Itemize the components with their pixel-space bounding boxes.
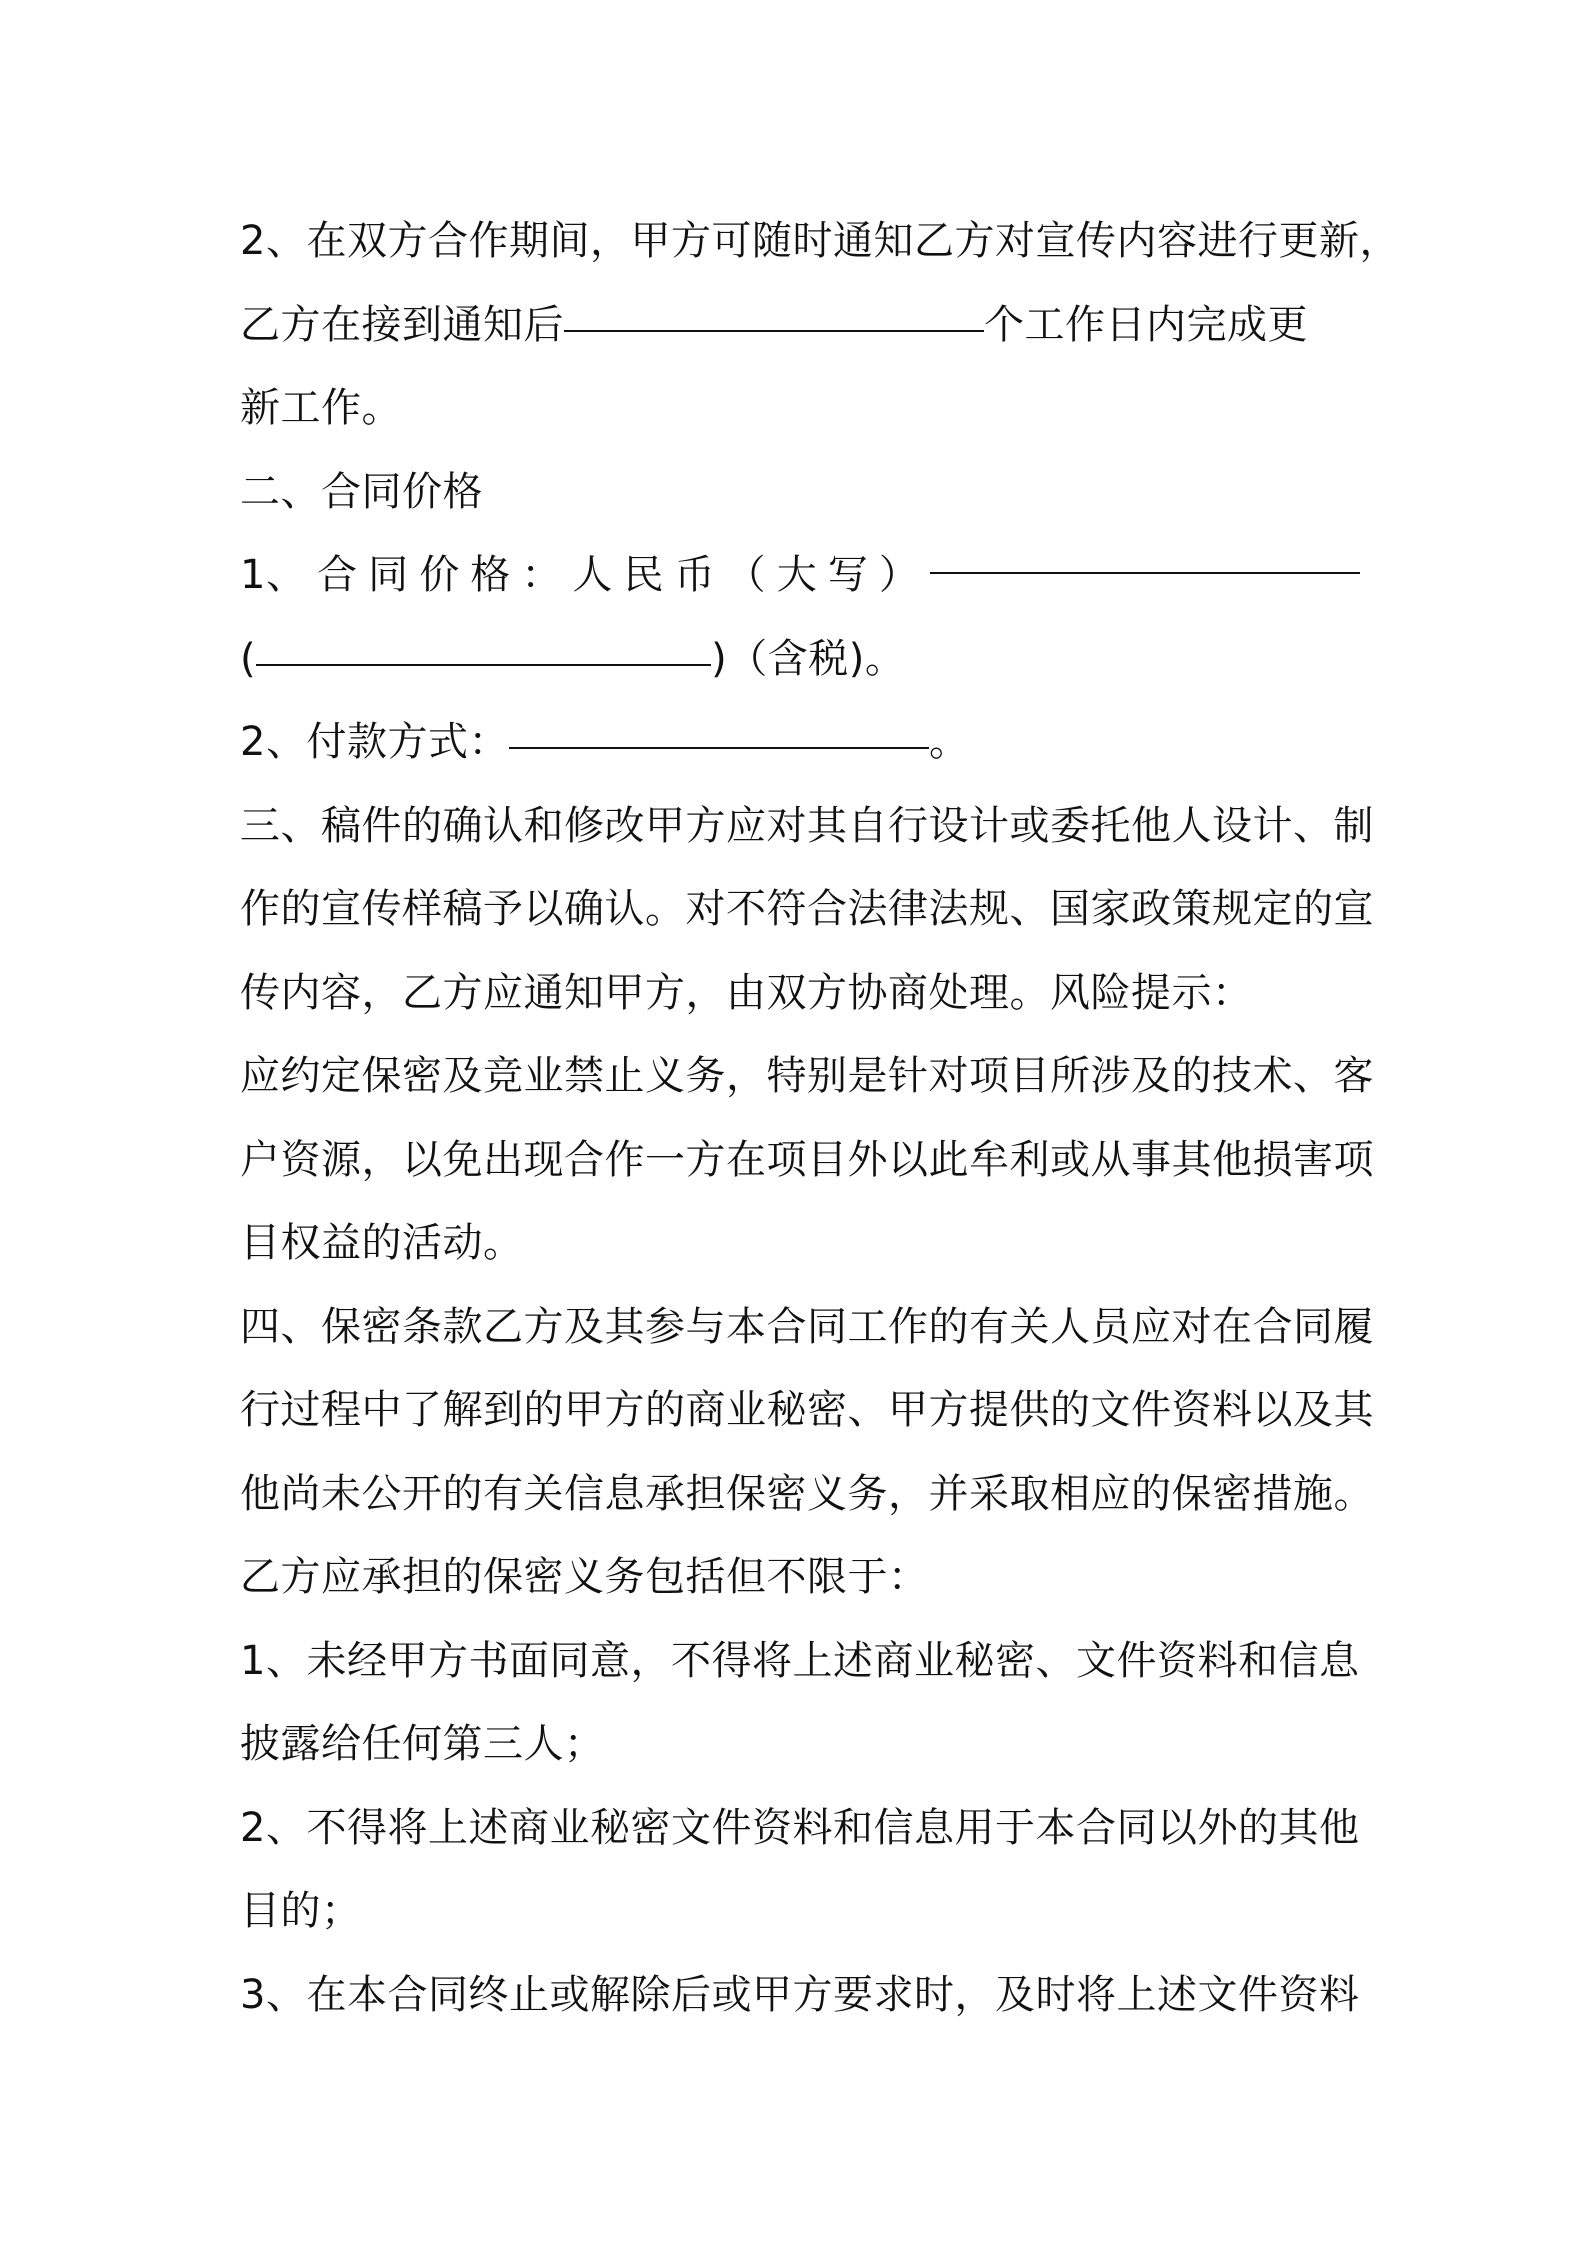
section-3-line-2: 作的宣传样稿予以确认。对不符合法律法规、国家政策规定的宣 <box>240 886 1374 932</box>
para-update-line-2 <box>240 284 1360 368</box>
obligation-1-line-2: 披露给任何第三人； <box>240 1721 605 1767</box>
price-char: 合 <box>317 552 358 598</box>
obligation-2-line-2: 目的； <box>240 1888 362 1934</box>
section-4-line-2: 行过程中了解到的甲方的商业秘密、甲方提供的文件资料以及其 <box>240 1387 1374 1433</box>
text-segment: 乙方在接到通知后 <box>240 301 564 348</box>
text-segment: 。 <box>928 719 970 765</box>
para-update-line-1: 2、在双方合作期间，甲方可随时通知乙方对宣传内容进行更新， <box>240 218 1400 264</box>
price-char: 格 <box>470 552 511 598</box>
section-3-line-1: 三、稿件的确认和修改甲方应对其自行设计或委托他人设计、制 <box>240 802 1374 849</box>
blank-workdays[interactable] <box>564 286 984 332</box>
document-body <box>240 200 1400 2037</box>
risk-line-2: 户资源，以免出现合作一方在项目外以此牟利或从事其他损害项 <box>240 1136 1374 1183</box>
blank-price-figures[interactable] <box>256 620 711 666</box>
price-char: 币 <box>674 552 716 598</box>
risk-line-3: 目权益的活动。 <box>240 1220 524 1266</box>
obligation-1-line-1: 1、未经甲方书面同意，不得将上述商业秘密、文件资料和信息 <box>240 1637 1360 1684</box>
text-segment: ( <box>240 635 257 682</box>
text-segment: 2、付款方式： <box>240 719 509 765</box>
text-segment: 个工作日内完成更 <box>984 301 1308 348</box>
blank-price-uppercase[interactable] <box>930 528 1360 574</box>
price-line-1 <box>240 534 1360 618</box>
section-4-line-4: 乙方应承担的保密义务包括但不限于： <box>240 1554 929 1600</box>
obligation-2-line-1: 2、不得将上述商业秘密文件资料和信息用于本合同以外的其他 <box>240 1804 1360 1851</box>
blank-payment-method[interactable] <box>509 703 929 749</box>
price-char: ） <box>878 552 920 598</box>
price-line-2 <box>240 618 1360 702</box>
price-char: ： <box>521 552 562 598</box>
price-char: （ <box>725 552 767 598</box>
payment-line <box>240 701 1360 785</box>
price-char: 民 <box>623 552 664 598</box>
price-char: 同 <box>368 552 409 598</box>
section-3-line-3: 传内容，乙方应通知甲方，由双方协商处理。风险提示： <box>240 969 1253 1016</box>
obligation-3-line-1: 3、在本合同终止或解除后或甲方要求时，及时将上述文件资料 <box>240 1971 1360 2018</box>
price-char: 人 <box>572 552 613 598</box>
text-segment: )（含税)。 <box>711 635 906 682</box>
price-char: 写 <box>827 552 869 598</box>
section-4-line-1: 四、保密条款乙方及其参与本合同工作的有关人员应对在合同履 <box>240 1303 1374 1350</box>
risk-line-1: 应约定保密及竞业禁止义务，特别是针对项目所涉及的技术、客 <box>240 1053 1374 1099</box>
price-char: 1、 <box>240 552 307 598</box>
section-4-line-3: 他尚未公开的有关信息承担保密义务，并采取相应的保密措施。 <box>240 1470 1374 1517</box>
section-heading-price: 二、合同价格 <box>240 468 483 515</box>
para-update-line-3: 新工作。 <box>240 385 402 431</box>
price-char: 大 <box>776 552 818 598</box>
price-char: 价 <box>419 552 460 598</box>
